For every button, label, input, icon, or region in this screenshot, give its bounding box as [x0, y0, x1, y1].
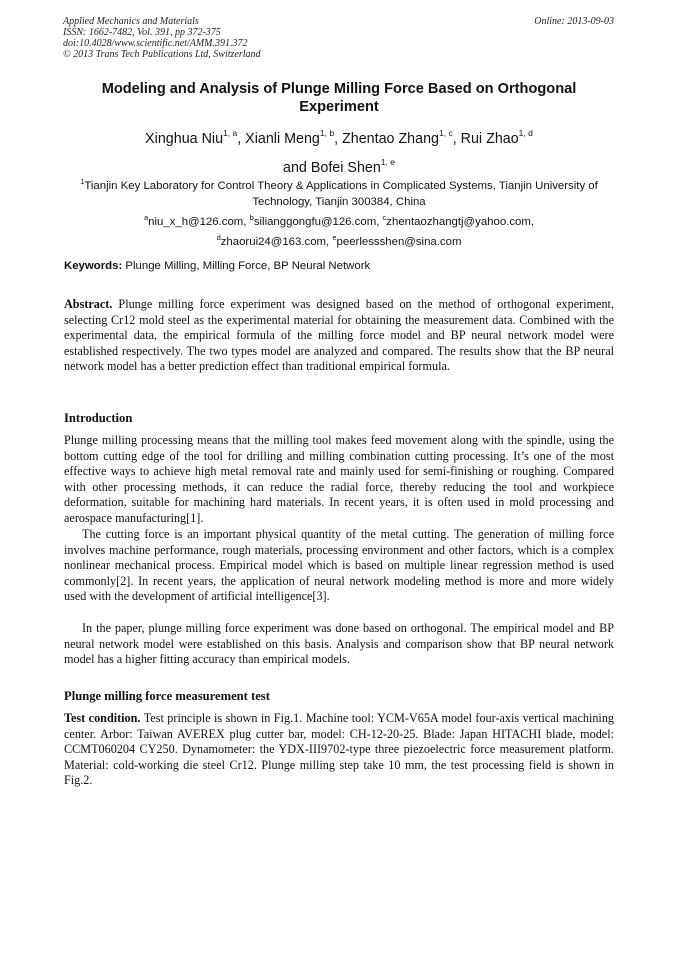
- author-name: Bofei Shen: [310, 159, 381, 176]
- author-name: Rui Zhao: [460, 130, 519, 147]
- journal-issn: ISSN: 1662-7482, Vol. 391, pp 372-375: [63, 27, 221, 38]
- journal-copyright: © 2013 Trans Tech Publications Ltd, Switzerland: [63, 49, 261, 60]
- author-list: Xinghua Niu$^{1, a}$, Xianli Meng$^{1, b}$, Zhentao Zhang$^{1, c}$, Rui Zhao$^{1, d}$ and Bofei Shen$^{1, e}$: [145, 128, 533, 176]
- author-sup: 1, d: [518, 128, 533, 138]
- journal-name: Applied Mechanics and Materials: [63, 16, 199, 27]
- affiliation-sup: 1: [80, 177, 85, 186]
- author-sup: 1, a: [223, 128, 238, 138]
- section-heading-introduction: Introduction: [64, 411, 133, 425]
- online-date: Online: 2013-09-03: [534, 16, 614, 27]
- author-sup: 1, c: [439, 128, 453, 138]
- email-link[interactable]: zhaorui24@163.com: [220, 235, 327, 248]
- abstract: [64, 297, 614, 375]
- intro-paragraph-3: In the paper, plunge milling force experiment was done based on orthogonal. The empirical model and BP neural network model were established on this basis. Analysis and comparison show that BP neural network model has a higher fitting accuracy than empirical models.: [64, 621, 614, 667]
- intro-paragraph-1: Plunge milling processing means that the milling tool makes feed movement along with the spindle, using the bottom cutting edge of the tool for drilling and milling combination cutting processing. It’s one of the most effective ways to achieve high metal removal rate and mainly used for semi-finishing or roughing. Compared with other processing methods, it can reduce the radial force, thereby reducing the tool and workpiece deformation, suitable for machining hard materials. In recent years, it is often used in mold processing and aerospace manufacturing[1].: [64, 433, 614, 525]
- test-condition-text: Test principle is shown in Fig.1. Machine tool: YCM-V65A model four-axis vertical machining center. Arbor: Taiwan AVEREX plug cutter bar, model: CH-12-20-25. Blade: Japan HITACHI blade, model: CCMT060204 CY250. Dynamometer: the YDX-III9702-type three piezoelectric force measurement platform. Material: cold-working die steel Cr12. Plunge milling step take 10 mm, the test processing field is shown in Fig.2.: [64, 711, 615, 788]
- keywords-label: Keywords:: [64, 260, 123, 272]
- email-link[interactable]: zhentaozhangtj@yahoo.com: [386, 215, 531, 228]
- email-link[interactable]: silianggongfu@126.com: [253, 215, 377, 228]
- intro-paragraph-2: The cutting force is an important physical quantity of the metal cutting. The generation of milling force involves machine performance, rough materials, processing environment and other factors, which is a complex nonlinear mechanical process. Empirical model which is based on multiple linear regression method is used commonly[2]. In recent years, the application of neural network modeling method is more and more widely used with the development of artificial intelligence[3].: [64, 527, 614, 604]
- author-sup: 1, e: [380, 156, 395, 167]
- journal-doi[interactable]: doi:10.4028/www.scientific.net/AMM.391.372: [63, 38, 248, 49]
- keywords: [64, 259, 616, 274]
- test-condition-label: Test condition.: [64, 711, 141, 725]
- author-name: Xianli Meng: [245, 130, 320, 147]
- author-name: Zhentao Zhang: [342, 130, 439, 147]
- email-link[interactable]: peerlessshen@sina.com: [336, 235, 462, 248]
- author-and: and: [283, 159, 311, 176]
- email-list: $^a$niu_x_h@126.com, $^b$silianggongfu@126.com, $^c$zhentaozhangtj@yahoo.com, $^d$zhaorui24@163.com, $^e$peerlessshen@sina.com: [143, 213, 535, 248]
- abstract-label: Abstract.: [64, 297, 113, 311]
- email-link[interactable]: niu_x_h@126.com: [148, 215, 244, 228]
- author-name: Xinghua Niu: [145, 130, 224, 147]
- journal-header: [63, 16, 261, 60]
- test-condition-paragraph: [64, 711, 614, 789]
- section-heading-measurement: Plunge milling force measurement test: [64, 689, 270, 703]
- abstract-text: Plunge milling force experiment was designed based on the method of orthogonal experiment, selecting Cr12 mold steel as the experimental material for obtaining the measurement data. Combined with the experimental data, the empirical formula of the milling force model and BP neural network model were established respectively. The two types model are analyzed and compared. The results show that the BP neural network model has a better prediction effect than traditional empirical formula.: [64, 297, 614, 374]
- affiliation: [60, 174, 618, 210]
- paper-title: Modeling and Analysis of Plunge Milling Force Based on Orthogonal Experiment: [101, 81, 577, 115]
- keywords-text: Plunge Milling, Milling Force, BP Neural Network: [125, 260, 371, 272]
- author-sup: 1, b: [319, 128, 335, 138]
- affiliation-text: Tianjin Key Laboratory for Control Theory & Applications in Complicated Systems, Tianjin University of Technology, Tianjin 300384, China: [84, 179, 598, 208]
